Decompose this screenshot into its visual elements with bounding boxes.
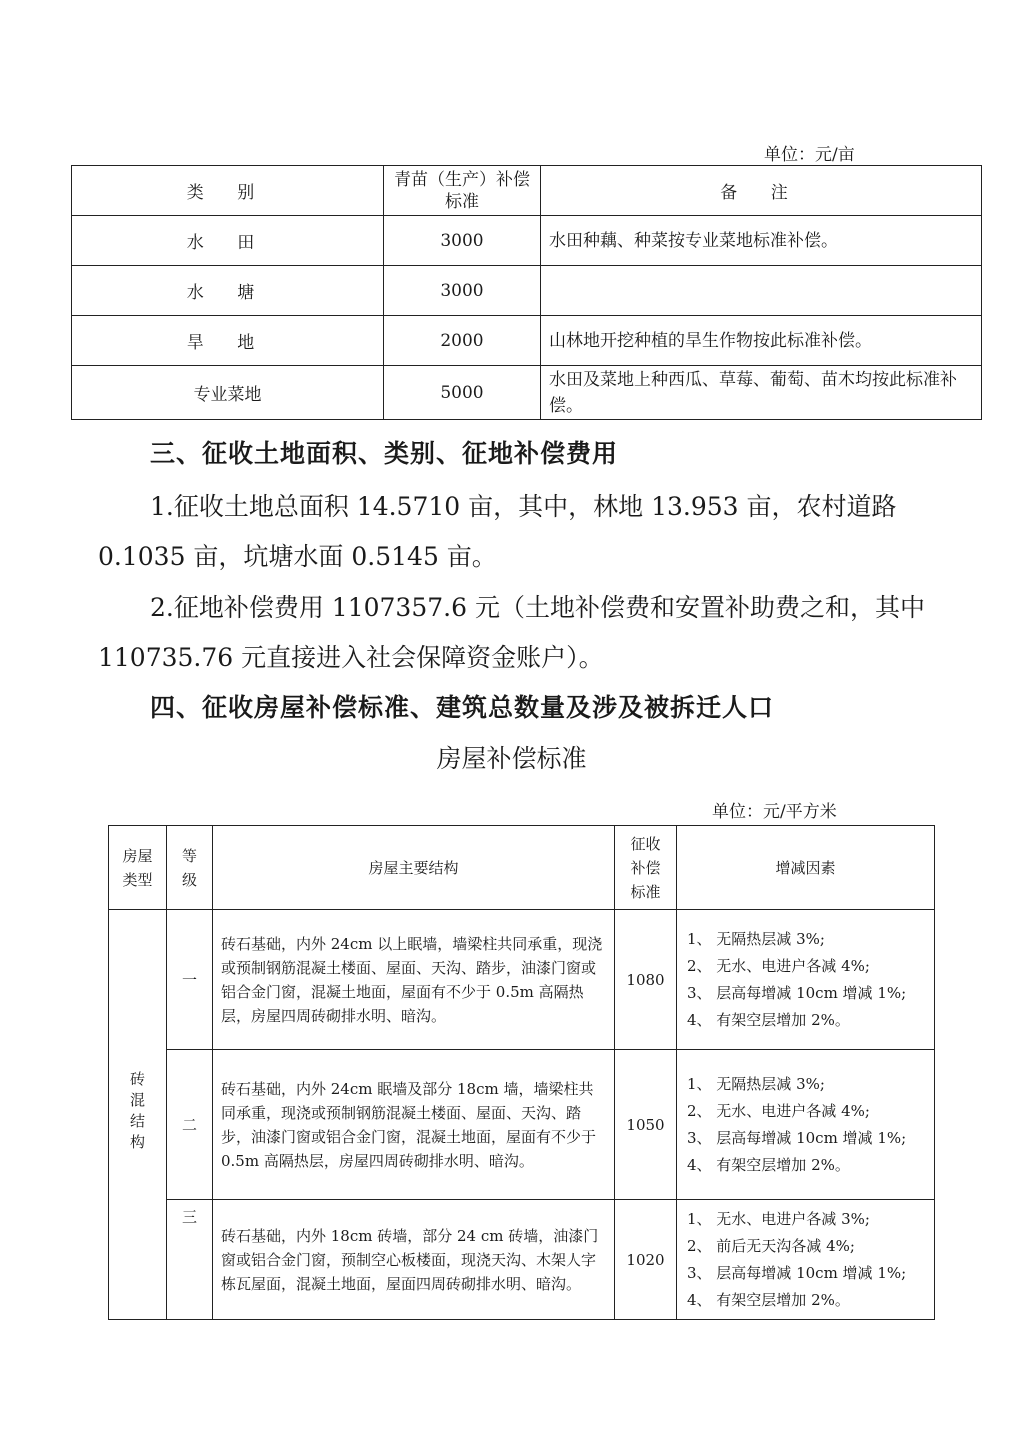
land-table-unit: 单位：元/亩 — [764, 145, 855, 165]
header-standard: 青苗（生产）补偿标准 — [384, 166, 541, 216]
header-standard: 征收补偿标准 — [615, 826, 677, 910]
house-table-title: 房屋补偿标准 — [436, 744, 587, 773]
factors-cell — [677, 1200, 935, 1320]
land-compensation-table — [71, 165, 982, 420]
factor-item: 4、 有架空层增加 2%。 — [687, 1010, 850, 1029]
standard-cell: 1020 — [615, 1200, 677, 1320]
header-grade: 等级 — [167, 826, 213, 910]
factor-item: 2、 无水、电进户各减 4%; — [687, 1101, 870, 1120]
header-structure: 房屋主要结构 — [213, 826, 615, 910]
structure-cell: 砖石基础，内外 24cm 眠墙及部分 18cm 墙，墙梁柱共同承重，现浇或预制钢筋混凝土楼面、屋面、天沟、踏步，油漆门窗或铝合金门窗，混凝土地面，屋面有不少于 0.5m 高隔热层，房屋四周砖砌排水明、暗沟。 — [213, 1050, 615, 1200]
factor-item: 3、 层高每增减 10cm 增减 1%; — [687, 983, 907, 1002]
factor-item: 4、 有架空层增加 2%。 — [687, 1155, 850, 1174]
factor-item: 3、 层高每增减 10cm 增减 1%; — [687, 1263, 907, 1282]
note-cell: 水田种藕、种菜按专业菜地标准补偿。 — [541, 216, 982, 266]
table-row — [72, 366, 982, 420]
table-row — [72, 316, 982, 366]
factor-item: 3、 层高每增减 10cm 增减 1%; — [687, 1128, 907, 1147]
grade-cell: 三 — [167, 1200, 213, 1320]
category-cell: 水 田 — [186, 233, 269, 253]
category-cell: 专业菜地 — [193, 385, 262, 405]
header-factors: 增减因素 — [677, 826, 935, 910]
header-note: 备 注 — [720, 183, 802, 203]
grade-cell: 二 — [167, 1050, 213, 1200]
section-3-heading: 三、征收土地面积、类别、征地补偿费用 — [150, 439, 619, 468]
factor-item: 2、 无水、电进户各减 4%; — [687, 956, 870, 975]
house-table-unit: 单位：元/平方米 — [712, 802, 837, 822]
factors-cell — [677, 1050, 935, 1200]
note-cell — [541, 266, 982, 316]
table-row — [109, 1050, 935, 1200]
standard-cell: 2000 — [384, 316, 541, 366]
factor-item: 4、 有架空层增加 2%。 — [687, 1290, 850, 1309]
factor-item: 1、 无隔热层减 3%; — [687, 929, 825, 948]
house-type-cell: 砖混结构 — [128, 1070, 146, 1155]
house-compensation-table — [108, 825, 935, 1320]
note-cell: 水田及菜地上种西瓜、草莓、葡萄、苗木均按此标准补偿。 — [541, 366, 982, 420]
standard-cell: 1050 — [615, 1050, 677, 1200]
structure-cell: 砖石基础，内外 24cm 以上眠墙，墙梁柱共同承重，现浇或预制钢筋混凝土楼面、屋面、天沟、踏步，油漆门窗或铝合金门窗，混凝土地面，屋面有不少于 0.5m 高隔热层，房屋四周砖砌排水明、暗沟。 — [213, 910, 615, 1050]
category-cell: 旱 地 — [186, 333, 269, 353]
standard-cell: 3000 — [384, 216, 541, 266]
factor-item: 1、 无隔热层减 3%; — [687, 1074, 825, 1093]
table-row — [72, 216, 982, 266]
standard-cell: 3000 — [384, 266, 541, 316]
section-3-paragraph-1: 1.征收土地总面积 14.5710 亩，其中，林地 13.953 亩，农村道路 0.1035 亩，坑塘水面 0.5145 亩。 — [98, 492, 897, 571]
factor-item: 1、 无水、电进户各减 3%; — [687, 1209, 870, 1228]
factor-item: 2、 前后无天沟各减 4%; — [687, 1236, 855, 1255]
section-4-heading: 四、征收房屋补偿标准、建筑总数量及涉及被拆迁人口 — [150, 693, 775, 722]
standard-cell: 5000 — [384, 366, 541, 420]
table-row — [72, 266, 982, 316]
section-3-paragraph-2: 2.征地补偿费用 1107357.6 元（土地补偿费和安置补助费之和，其中 110735.76 元直接进入社会保障资金账户）。 — [98, 593, 925, 672]
header-category: 类 别 — [186, 183, 269, 203]
header-type: 房屋类型 — [109, 826, 167, 910]
note-cell: 山林地开挖种植的旱生作物按此标准补偿。 — [541, 316, 982, 366]
table-row — [109, 910, 935, 1050]
factors-cell — [677, 910, 935, 1050]
table-row — [109, 1200, 935, 1320]
grade-cell: 一 — [167, 910, 213, 1050]
category-cell: 水 塘 — [186, 283, 269, 303]
structure-cell: 砖石基础，内外 18cm 砖墙，部分 24 cm 砖墙，油漆门窗或铝合金门窗，预制空心板楼面，现浇天沟、木架人字栋瓦屋面，混凝土地面，屋面四周砖砌排水明、暗沟。 — [213, 1200, 615, 1320]
standard-cell: 1080 — [615, 910, 677, 1050]
